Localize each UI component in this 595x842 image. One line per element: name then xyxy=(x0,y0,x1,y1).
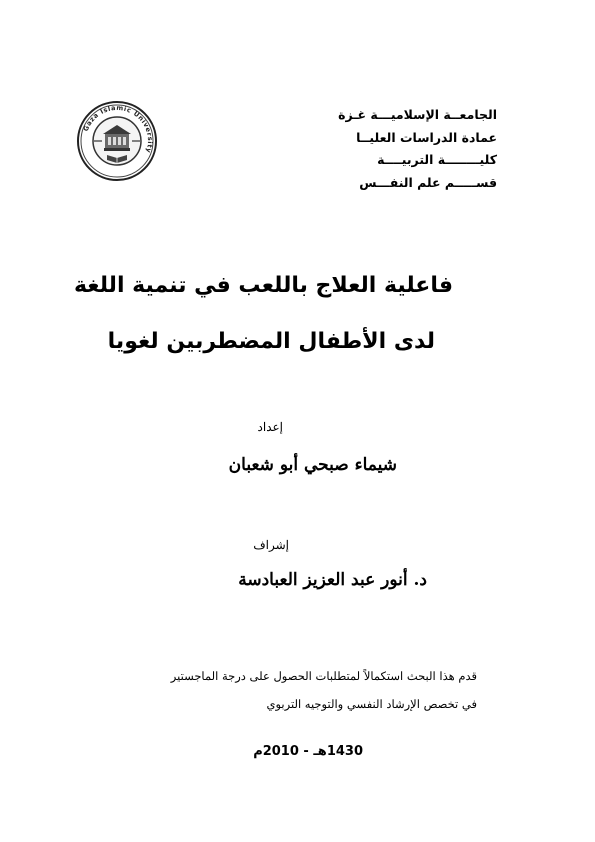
department-name: قســـــم علم النفـــس xyxy=(359,174,497,190)
svg-text:Gaza Islamic University: Gaza Islamic University xyxy=(81,103,155,155)
university-name: الجامعــة الإسلاميـــة غـزة xyxy=(338,107,497,122)
supervisor-name: د. أنور عبد العزيز العبادسة xyxy=(238,570,427,590)
thesis-statement-line-1: قدم هذا البحث استكمالاً لمتطلبات الحصول على درجة الماجستير xyxy=(170,669,477,683)
title-line-2: لدى الأطفال المضطربين لغويا xyxy=(107,329,435,354)
author-name: شيماء صبحي أبو شعبان xyxy=(228,455,397,475)
thesis-date: 1430هـ - 2010م xyxy=(253,744,363,759)
prepared-by-label: إعداد xyxy=(257,420,283,434)
university-seal-icon xyxy=(76,100,158,182)
thesis-statement xyxy=(117,662,477,718)
supervision-label: إشراف xyxy=(253,538,289,552)
thesis-statement-line-2: في تخصص الإرشاد النفسي والتوجيه التربوي xyxy=(266,697,477,711)
faculty-name: كليــــــــة التربيــــة xyxy=(377,152,497,167)
university-logo xyxy=(76,100,158,182)
graduate-studies-deanship: عمادة الدراسات العليــا xyxy=(356,129,497,145)
title-line-1: فاعلية العلاج باللعب في تنمية اللغة xyxy=(73,273,453,298)
institution-header xyxy=(317,104,497,194)
